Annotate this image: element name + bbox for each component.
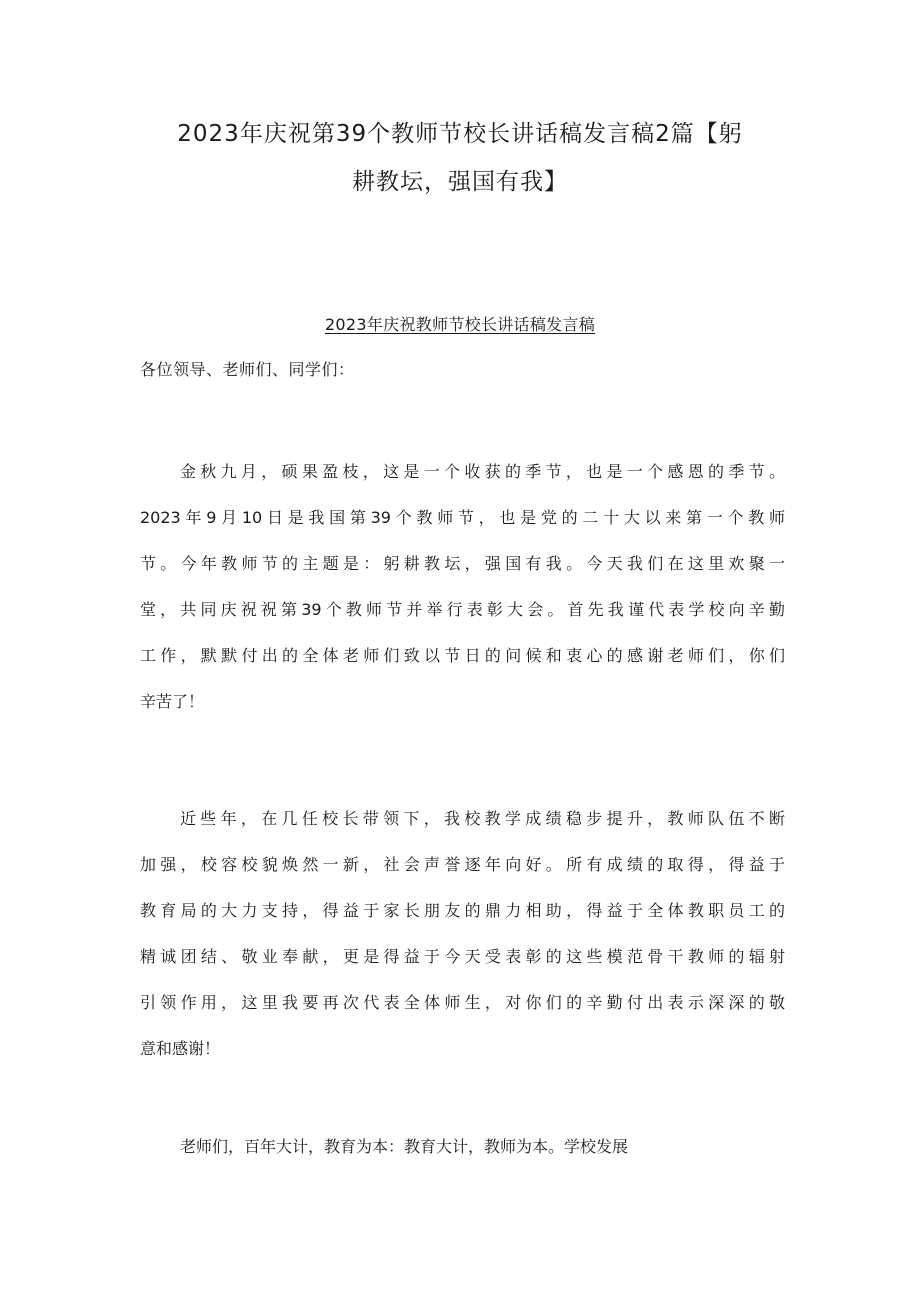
paragraph-line: 堂，共同庆祝祝第39个教师节并举行表彰大会。首先我谨代表学校向辛勤 [140, 600, 785, 619]
paragraph-1 [140, 449, 785, 725]
paragraph-3 [140, 1124, 785, 1170]
document-title-line-2: 耕教坛，强国有我】 [352, 169, 568, 195]
paragraph-line: 老师们，百年大计，教育为本：教育大计，教师为本。学校发展 [180, 1137, 629, 1156]
paragraph-line: 金秋九月，硕果盈枝，这是一个收获的季节，也是一个感恩的季节。 [180, 462, 785, 481]
paragraph-2 [140, 796, 785, 1072]
paragraph-line: 加强，校容校貌焕然一新，社会声誉逐年向好。所有成绩的取得，得益于 [140, 855, 785, 874]
paragraph-line: 近些年，在几任校长带领下，我校教学成绩稳步提升，教师队伍不断 [180, 809, 785, 828]
paragraph-line: 辛苦了！ [140, 692, 205, 711]
paragraph-line: 2023年9月10日是我国第39个教师节，也是党的二十大以来第一个教师 [140, 508, 785, 527]
paragraph-line: 引领作用，这里我要再次代表全体师生，对你们的辛勤付出表示深深的敬 [140, 993, 785, 1012]
document-title [100, 110, 820, 206]
paragraph-line: 节。今年教师节的主题是：躬耕教坛，强国有我。今天我们在这里欢聚一 [140, 554, 785, 573]
document-title-line-1: 2023年庆祝第39个教师节校长讲话稿发言稿2篇【躬 [177, 121, 743, 147]
section-title [140, 313, 780, 337]
paragraph-line: 意和感谢！ [140, 1039, 221, 1058]
salutation: 各位领导、老师们、同学们： [140, 360, 355, 379]
paragraph-line: 教育局的大力支持，得益于家长朋友的鼎力相助，得益于全体教职员工的 [140, 901, 785, 920]
section-title-text: 2023年庆祝教师节校长讲话稿发言稿 [324, 315, 596, 334]
paragraph-line: 工作，默默付出的全体老师们致以节日的问候和衷心的感谢老师们，你们 [140, 646, 785, 665]
paragraph-line: 精诚团结、敬业奉献，更是得益于今天受表彰的这些模范骨干教师的辐射 [140, 947, 785, 966]
